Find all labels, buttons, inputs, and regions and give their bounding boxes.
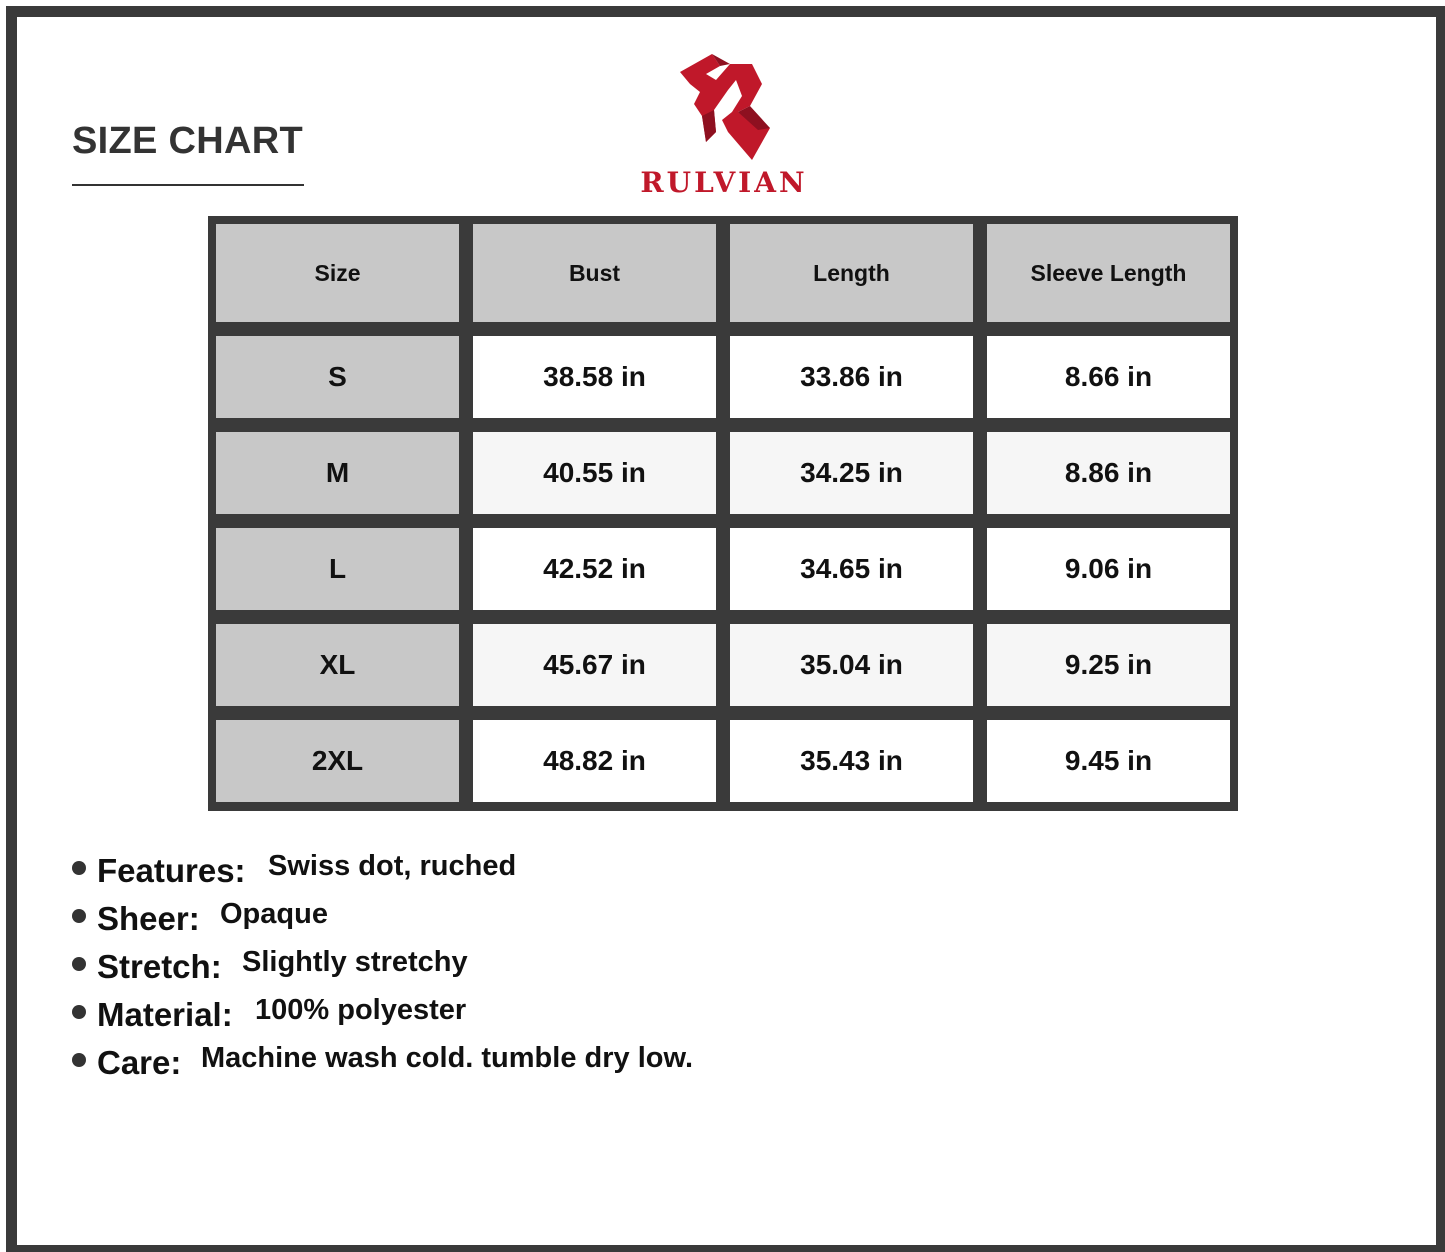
table-cell-size: L [216,528,459,610]
table-cell-sleeve-length: 9.06 in [987,528,1230,610]
header-bust: Bust [473,224,716,322]
table-cell-bust: 48.82 in [473,720,716,802]
table-cell-length: 35.43 in [730,720,973,802]
spec-label: Care: [97,1044,182,1081]
table-cell-size: S [216,336,459,418]
bullet-icon [72,861,86,875]
table-cell-length: 33.86 in [730,336,973,418]
table-cell-sleeve-length: 8.86 in [987,432,1230,514]
page-title: SIZE CHART [72,120,303,162]
spec-value: Slightly stretchy [242,946,468,978]
spec-label: Material: [97,996,233,1033]
header-sleeve-length: Sleeve Length [987,224,1230,322]
spec-label: Sheer: [97,900,200,937]
table-cell-bust: 42.52 in [473,528,716,610]
header-size: Size [216,224,459,322]
size-table [208,216,1238,811]
table-cell-bust: 40.55 in [473,432,716,514]
spec-label: Stretch: [97,948,222,985]
spec-label: Features: [97,852,246,889]
spec-value: 100% polyester [255,994,467,1026]
table-cell-sleeve-length: 9.25 in [987,624,1230,706]
table-cell-bust: 45.67 in [473,624,716,706]
brand-logo [622,50,826,200]
table-cell-length: 34.25 in [730,432,973,514]
table-cell-sleeve-length: 9.45 in [987,720,1230,802]
table-cell-length: 34.65 in [730,528,973,610]
table-cell-size: XL [216,624,459,706]
brand-r-icon [672,50,776,162]
bullet-icon [72,957,86,971]
table-cell-length: 35.04 in [730,624,973,706]
brand-name: RULVIAN [640,166,808,199]
title-underline [72,184,304,186]
table-cell-sleeve-length: 8.66 in [987,336,1230,418]
spec-value: Machine wash cold. tumble dry low. [201,1042,694,1074]
table-cell-bust: 38.58 in [473,336,716,418]
spec-value: Opaque [220,898,328,930]
table-cell-size: 2XL [216,720,459,802]
header-length: Length [730,224,973,322]
table-cell-size: M [216,432,459,514]
bullet-icon [72,1005,86,1019]
spec-value: Swiss dot, ruched [268,850,517,882]
bullet-icon [72,909,86,923]
bullet-icon [72,1053,86,1067]
